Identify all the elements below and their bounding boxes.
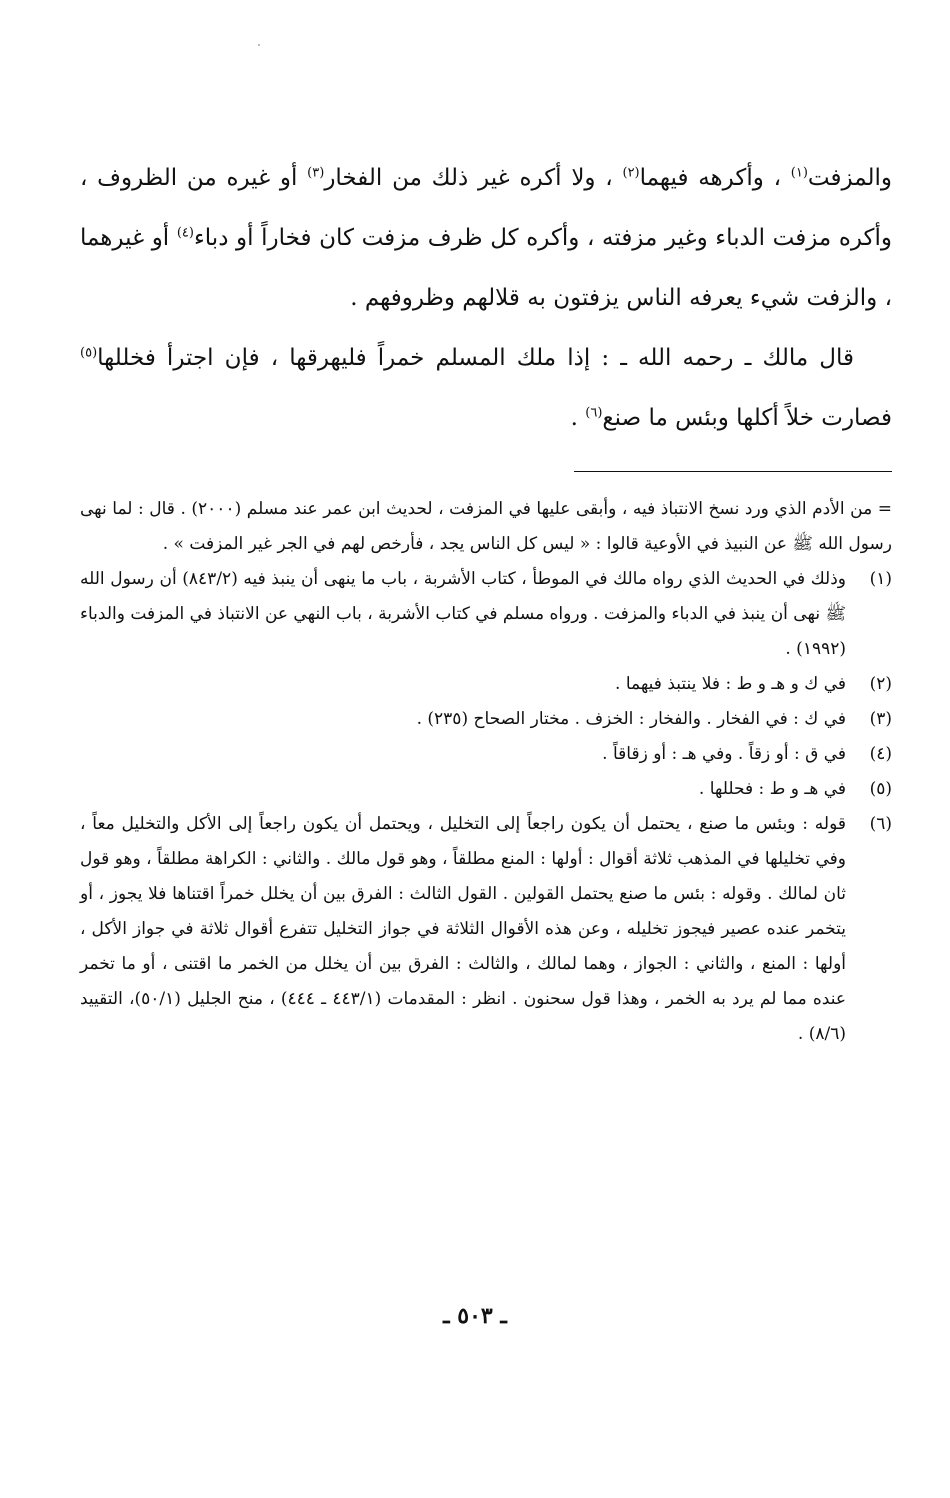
footnote-number: (٣) (869, 709, 892, 729)
footnote-number: (١) (869, 569, 892, 589)
footnote-marker: (٣) (307, 165, 325, 181)
footnote-text: في ك : في الفخار . والفخار : الخزف . مختار الصحاح (٢٣٥) . (416, 709, 846, 729)
footnote (80, 667, 892, 702)
text-run: قال مالك ـ رحمه الله ـ : إذا ملك المسلم خمراً فليهرقها ، فإن اجترأ فخللها (97, 345, 854, 371)
text-run: والمزفت (807, 165, 892, 191)
main-text (80, 148, 892, 448)
footnote-separator (574, 471, 892, 472)
footnote-text: في ق : أو زقاً . وفي هـ : أو زقاقاً . (602, 744, 846, 764)
footnote-marker: (٢) (622, 165, 640, 181)
footnote (80, 562, 892, 667)
main-paragraph (80, 148, 892, 328)
footnote (80, 772, 892, 807)
footnote (80, 737, 892, 772)
footnote-number: (٢) (869, 674, 892, 694)
text-run: . (570, 405, 586, 431)
footnote-number: (٦) (869, 814, 892, 834)
footnote-text: في هـ و ط : فحللها . (698, 779, 846, 799)
footnote (80, 807, 892, 1052)
footnote-marker: (٥) (80, 345, 98, 361)
text-run: أو غيره من الظروف ، وأكره مزفت الدباء وغير مزفته ، وأكره كل ظرف مزفت كان فخاراً أو دباء (80, 165, 893, 251)
footnote-text: في ك و هـ و ط : فلا ينتبذ فيهما . (615, 674, 846, 694)
text-run: فصارت خلاً أكلها وبئس ما صنع (602, 405, 892, 431)
text-run: ، ولا أكره غير ذلك من الفخار (324, 165, 623, 191)
footnote (80, 702, 892, 737)
text-run: ، وأكرهه فيهما (639, 165, 791, 191)
footnote-marker: (٦) (585, 405, 603, 421)
page-number: ـ ٥٠٣ ـ (443, 1303, 507, 1329)
footnote-number: (٥) (869, 779, 892, 799)
footnote-marker: (١) (790, 165, 808, 181)
footnote-number: (٤) (869, 744, 892, 764)
footnote-text: قوله : وبئس ما صنع ، يحتمل أن يكون راجعاً إلى التخليل ، ويحتمل أن يكون راجعاً إلى الأكل والتخليل معاً ، وفي تخليلها في المذهب ثلاثة أقوال : أولها : المنع مطلقاً ، وهو قول مالك . والثاني : الكراهة مطلقاً ، وهو قول ثان لمالك . وقوله : بئس ما صنع يحتمل القولين . القول الثالث : الفرق بين أن يخلل خمراً اقتناها فلا يجوز ، أو يتخمر عنده عصير فيجوز تخليله ، وعن هذه الأقوال الثلاثة في جواز التخليل تتفرع أقوال ثلاثة في جواز الأكل ، أولها : المنع ، والثاني : الجواز ، وهما لمالك ، والثالث : الفرق بين أن يخلل من الخمر ما اقتنى ، أو ما تخمر عنده مما لم يرد به الخمر ، وهذا قول سحنون . انظر : المقدمات (٤٤٣/١ ـ ٤٤٤) ، منح الجليل (٥٠/١)، التقييد (٨/٦) . (80, 814, 847, 1044)
main-paragraph (80, 328, 892, 448)
footnote-marker: (٤) (176, 225, 194, 241)
footnote-text: وذلك في الحديث الذي رواه مالك في الموطأ ، كتاب الأشربة ، باب ما ينهى أن ينبذ فيه (٨٤٣/٢) أن رسول الله ﷺ نهى أن ينبذ في الدباء والمزفت . ورواه مسلم في كتاب الأشربة ، باب النهي عن الانتباذ في المزفت والدباء (١٩٩٢) . (80, 569, 846, 659)
text-run: أو غيرهما ، والزفت شيء يعرفه الناس يزفتون به قلالهم وظروفهم . (80, 225, 892, 311)
footnote-continuation: = من الأدم الذي ورد نسخ الانتباذ فيه ، وأبقى عليها في المزفت ، لحديث ابن عمر عند مسلم (٢٠٠٠) . قال : لما نهى رسول الله ﷺ عن النبيذ في الأوعية قالوا : « ليس كل الناس يجد ، فأرخص لهم في الجر غير المزفت » . (80, 499, 892, 554)
footnotes (80, 492, 892, 1052)
scan-speck (258, 44, 260, 46)
